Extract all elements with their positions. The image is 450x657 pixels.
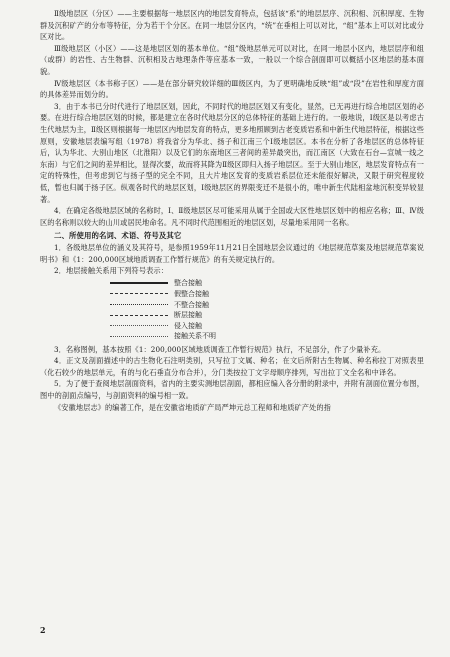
- bottom-paragraphs: [40, 344, 424, 414]
- paragraph-level2-region: Ⅱ级地层区（分区）——主要根据每一地层区内的地层发育特点，包括该“系”的地层层序、沉积相、沉积厚度、生物群及沉积矿产的分布等特征，分为若干个分区。在同一地层分区内，“统”在垂相上可以对比，“组”基本上可以对比或分区对比。: [40, 9, 424, 42]
- legend-row-disconformable: [110, 289, 424, 300]
- legend-row-unconformable: [110, 299, 424, 310]
- middle-paragraphs: [40, 242, 424, 277]
- legend-row-conformable: [110, 278, 424, 289]
- legend-label: 侵入接触: [174, 321, 202, 330]
- contact-symbol-legend: [110, 278, 424, 342]
- paragraph-terms-5: 5．为了便于查阅地层剖面资料，省内的主要实测地层剖面，都相应编入各分册的附录中，并附有剖面位置分布图，图中的剖面点编号，与剖面资料的编号相一致。: [40, 379, 424, 400]
- legend-label: 假整合接触: [174, 289, 209, 298]
- legend-label: 断层接触: [174, 311, 202, 320]
- legend-label: 不整合接触: [174, 300, 209, 309]
- legend-row-intrusive: [110, 320, 424, 331]
- legend-row-fault: [110, 310, 424, 321]
- fine-dotted-line-symbol: [110, 336, 168, 337]
- page-number: 2: [40, 625, 46, 635]
- paragraph-item-4: 4．在确定各级地层区域的名称时，Ⅰ、Ⅱ级地层区尽可能采用从属于全国或大区性地层区划中的相应名称；Ⅲ、Ⅳ级区的名称则以较大的山川或居民地命名。凡不同时代范围相近的地层区划，尽量地采用同一名称。: [40, 206, 424, 227]
- paragraph-terms-4: 4．正文及剖面描述中的古生物化石注明类别，只写拉丁文属、种名；在文后所附古生物属、种名称拉丁对照表里（化石较少的地层单元，有的与化石垂直分布合并），分门类按拉丁文字母顺序排列，写出拉丁文全名和中译名。: [40, 356, 424, 377]
- solid-line-symbol: [110, 282, 168, 284]
- paragraph-terms-2: 2．地层接触关系用下列符号表示：: [54, 266, 168, 276]
- dashdot-line-symbol: [110, 315, 168, 316]
- paragraph-level4-region: Ⅳ级地层区（本书称子区）——是在部分研究较详细的Ⅲ级区内，为了更明确地反映“组”或“段”在岩性和厚度方面的具体差异而划分的。: [40, 78, 424, 100]
- paragraph-terms-3: 3．名称图例，基本按照《1：200,000区域地质调查工作暂行规范》执行，不足部分，作了少量补充。: [54, 344, 386, 354]
- paragraph-item-3: 3．由于本书已分时代进行了地层区划，因此，不同时代的地层区划又有变化，显然，已无再进行综合地层区划的必要。在进行综合地层区划的时候，都是建立在各时代地层分区的总体特征的基础上进行的。一般地说，Ⅰ级区是以考虑古生代地层为主，Ⅱ级区则根据每一地层区内地层发育的特点，更多地照顾到古老变质岩系和中新生代地层特征，根据这些原则，安徽地层表编写组（1978）将我省分为华北、扬子和江南三个Ⅰ级地层区。本书在分析了各地层区的总体特征后，认为华北、大别山地区（北淮阳）以及它们的东南地区三者间的差异最突出，而江南区（大致在石台—宣城一线之东南）与它们之间的差异相比，显得次要，故而将其降为Ⅱ级区即归入扬子地层区。至于大别山地区，地层发育特点有一定的特殊性，但考虑到它与扬子型的完全不同，且大片地区发育的变质岩系层位还未能很好解决，又限于研究程度较低，暂也归属于扬子区。纵观各时代的地层区划，Ⅰ级地层区的界限变迁不是很小的，唯中新生代陆相盆地沉积变异较显著。: [40, 101, 424, 204]
- wavy-line-symbol: [110, 325, 168, 326]
- legend-label: 整合接触: [174, 279, 202, 288]
- paragraph-level3-region: Ⅲ级地层区（小区）——这是地层区划的基本单位。“组”级地层单元可以对比，在同一地层小区内，地层层序和组（或群）的岩性、古生物群、沉积相及古地理条件等应基本一致，一般以一个综合剖面即可以概括小区地层的基本面貌。: [40, 43, 424, 76]
- legend-row-unknown: [110, 331, 424, 342]
- legend-label: 接触关系不明: [174, 332, 216, 341]
- paragraph-acknowledgement: 《安徽地层志》的编著工作，是在安徽省地质矿产局严坤元总工程师和地质矿产处的指: [54, 402, 331, 412]
- section-heading: 二、所使用的名词、术语、符号及其它: [54, 231, 182, 241]
- top-paragraphs: [40, 8, 424, 228]
- dotted-line-symbol: [110, 304, 168, 305]
- paragraph-terms-1: 1．各级地层单位的涵义及其符号，是参照1959年11月21日全国地层会议通过的《地层规范草案及地层规范草案说明书》和《1：200,000区域地质调查工作暂行规范》的有关规定执行的。: [40, 243, 424, 264]
- dashed-line-symbol: [110, 293, 168, 294]
